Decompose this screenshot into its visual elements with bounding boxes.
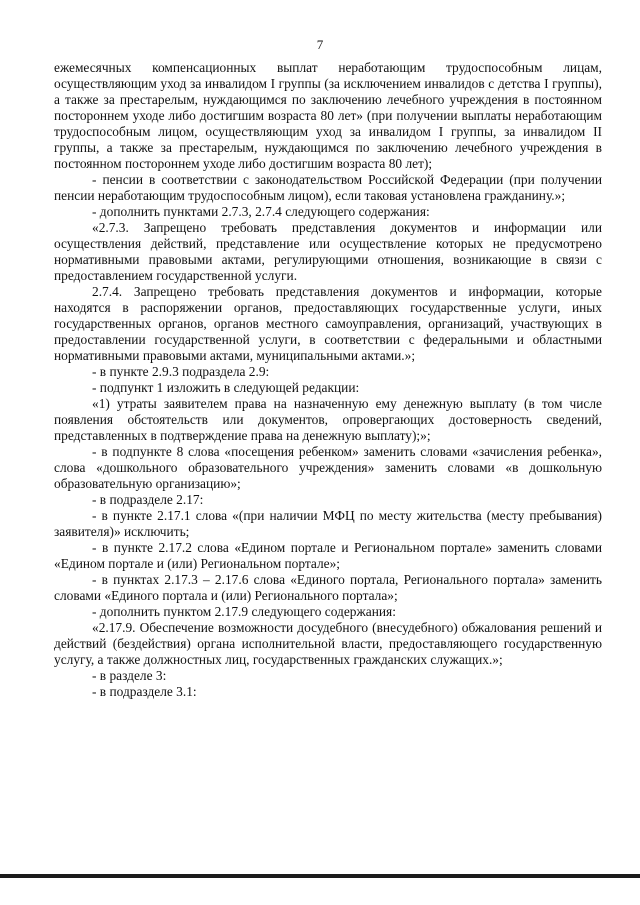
paragraph: - дополнить пунктом 2.17.9 следующего содержания: <box>92 604 396 619</box>
paragraph: «1) утраты заявителем права на назначенную ему денежную выплату (в том числе появления обстоятельств или документов, опровергающих достоверность сведений, представленных в подтверждение права на денежную выплату);»; <box>54 396 602 443</box>
paragraph: ежемесячных компенсационных выплат неработающим трудоспособным лицам, осуществляющим уход за инвалидом I группы (за исключением инвалидов с детства I группы), а также за престарелым, нуждающимся по заключению лечебного учреждения в постоянном постороннем уходе либо достигшим возраста 80 лет» (при получении выплаты неработающим трудоспособным лицом, осуществляющим уход за инвалидом I группы, за инвалидом II группы, а также за престарелым, нуждающимся по заключению лечебного учреждения в постоянном постороннем уходе либо достигшим возраста 80 лет); <box>54 60 602 171</box>
paragraph: - подпункт 1 изложить в следующей редакции: <box>92 380 360 395</box>
page-number: 7 <box>316 37 324 52</box>
paragraph: - в подразделе 2.17: <box>92 492 204 507</box>
paragraph: - в пункте 2.17.1 слова «(при наличии МФЦ по месту жительства (месту пребывания) заявителя)» исключить; <box>54 508 602 539</box>
paragraph: 2.7.4. Запрещено требовать представления документов и информации, которые находятся в распоряжении органов, предоставляющих государственные услуги, иных государственных органов, органов местного самоуправления, организаций, участвующих в предоставлении государственной услуги, в соответствии с федеральными и областными нормативными правовыми актами, муниципальными актами.»; <box>54 284 602 363</box>
paragraph: «2.17.9. Обеспечение возможности досудебного (внесудебного) обжалования решений и действий (бездействия) органа исполнительной власти, предоставляющего государственную услугу, а также должностных лиц, государственных гражданских служащих.»; <box>54 620 602 667</box>
paragraph: - дополнить пунктами 2.7.3, 2.7.4 следующего содержания: <box>92 204 430 219</box>
document-body <box>54 60 602 700</box>
footer-rule <box>0 874 640 878</box>
paragraph: - в подпункте 8 слова «посещения ребенком» заменить словами «зачисления ребенка», слова «дошкольного образовательного учреждения» заменить словами «в дошкольную образовательную организацию»; <box>54 444 602 491</box>
paragraph: «2.7.3. Запрещено требовать представления документов и информации или осуществления действий, представление или осуществление которых не предусмотрено нормативными правовыми актами, регулирующими отношения, возникающие в связи с предоставлением государственной услуги. <box>54 220 602 283</box>
paragraph: - в подразделе 3.1: <box>92 684 197 699</box>
paragraph: - пенсии в соответствии с законодательством Российской Федерации (при получении пенсии неработающим трудоспособным лицом), если таковая установлена гражданину.»; <box>54 172 602 203</box>
paragraph: - в разделе 3: <box>92 668 167 683</box>
paragraph: - в пунктах 2.17.3 – 2.17.6 слова «Единого портала, Регионального портала» заменить словами «Единого портала и (или) Регионального портала»; <box>54 572 602 603</box>
paragraph: - в пункте 2.17.2 слова «Едином портале и Региональном портале» заменить словами «Едином портале и (или) Региональном портале»; <box>54 540 602 571</box>
paragraph: - в пункте 2.9.3 подраздела 2.9: <box>92 364 270 379</box>
